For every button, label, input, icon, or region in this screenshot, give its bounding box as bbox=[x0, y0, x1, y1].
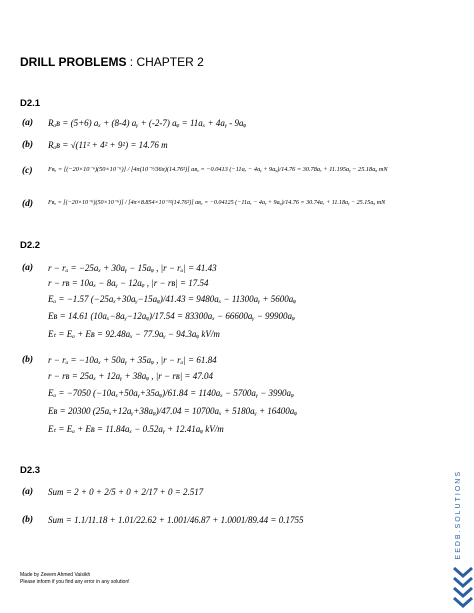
problem-label: (b) bbox=[22, 140, 34, 150]
problem-label: (b) bbox=[22, 515, 34, 525]
equation-line: r − rʙ = 10aₓ − 8aᵧ − 12aᵩ , |r − rʙ| = 17.54 bbox=[48, 278, 209, 288]
chevron-down-icon bbox=[454, 588, 472, 596]
problem-label: (a) bbox=[22, 118, 34, 128]
problem-label: (a) bbox=[22, 263, 34, 273]
equation: Rₐʙ = √(11² + 4² + 9²) = 14.76 m bbox=[48, 140, 168, 150]
equation: Sum = 2 + 0 + 2/5 + 0 + 2/17 + 0 = 2.517 bbox=[48, 487, 204, 497]
equation: Rₐʙ = (5+6) aₓ + (8-4) aᵧ + (-2-7) aᵩ = 11aₓ + 4aᵧ - 9aᵩ bbox=[48, 118, 247, 128]
problem-label: (b) bbox=[22, 355, 34, 365]
chevron-down-icon bbox=[454, 598, 472, 606]
page-title bbox=[20, 55, 204, 69]
equation-line: Eₜ = Eₐ + Eʙ = 92.48aₓ − 77.9aᵧ − 94.3aᵩ kV/m bbox=[48, 329, 220, 339]
section-heading: D2.3 bbox=[20, 465, 41, 476]
page-title-bold: DRILL PROBLEMS bbox=[20, 55, 127, 69]
equation-line: Eʙ = 14.61 (10aₓ−8aᵧ−12aᵩ)/17.54 = 83300aₓ − 66600aᵧ − 99900aᵩ bbox=[48, 311, 295, 321]
equation: Sum = 1.1/11.18 + 1.01/22.62 + 1.001/46.87 + 1.0001/89.44 = 0.1755 bbox=[48, 515, 304, 525]
equation-line: r − rₐ = −25aₓ + 30aᵧ − 15aᵩ , |r − rₐ| = 41.43 bbox=[48, 263, 217, 273]
equation-line: Eₐ = −1.57 (−25aₓ+30aᵧ−15aᵩ)/41.43 = 9480aₓ − 11300aᵧ + 5600aᵩ bbox=[48, 294, 297, 304]
problem-label: (d) bbox=[22, 199, 34, 209]
page-title-rest: : CHAPTER 2 bbox=[126, 55, 204, 69]
equation-line: Eₜ = Eₐ + Eʙ = 11.84aₓ − 0.52aᵧ + 12.41aᵩ kV/m bbox=[48, 424, 224, 434]
chevron-logo-icon bbox=[452, 566, 474, 608]
section-heading: D2.2 bbox=[20, 240, 41, 251]
footer-note: Please inform if you find any error in any solution! bbox=[20, 579, 130, 585]
equation-line: r − rʙ = 25aₓ + 12aᵧ + 38aᵩ , |r − rʙ| = 47.04 bbox=[48, 371, 214, 381]
equation-line: Eʙ = 20300 (25aₓ+12aᵧ+38aᵩ)/47.04 = 10700aₓ + 5180aᵧ + 16400aᵩ bbox=[48, 406, 298, 416]
problem-label: (c) bbox=[22, 166, 33, 176]
equation-line: r − rₐ = −10aₓ + 50aᵧ + 35aᵩ , |r − rₐ| = 61.84 bbox=[48, 355, 217, 365]
equation: Fʙₐ = [(−20×10⁻⁶)(50×10⁻⁶)] / [4π×8.854×10⁻¹²(14.76²)] aʙₐ = −0.04125 (−11aₓ − 4aᵧ + 9aᵩ)/14.76 = 30.74aₓ + 11.18aᵧ − 25.15aᵩ mN bbox=[48, 200, 386, 206]
equation: Fʙₐ = [(−20×10⁻⁶)(50×10⁻⁶)] / [4π(10⁻⁹/36π)(14.76²)] aʙₐ = −0.0413 (−11aₓ − 4aᵧ + 9aᵩ)/14.76 = 30.78aₓ + 11.195aᵧ − 25.18aᵩ mN bbox=[48, 166, 388, 173]
brand-watermark: EEDB.SOLUTIONS bbox=[455, 470, 462, 560]
equation-line: Eₐ = −7050 (−10aₓ+50aᵧ+35aᵩ)/61.84 = 1140aₓ − 5700aᵧ − 3990aᵩ bbox=[48, 388, 294, 398]
section-heading: D2.1 bbox=[20, 98, 41, 109]
chevron-down-icon bbox=[454, 578, 472, 586]
chevron-down-icon bbox=[454, 568, 472, 576]
footer-author: Made by Zeeem Ahmed Vaisikh bbox=[20, 572, 91, 578]
problem-label: (a) bbox=[22, 487, 34, 497]
